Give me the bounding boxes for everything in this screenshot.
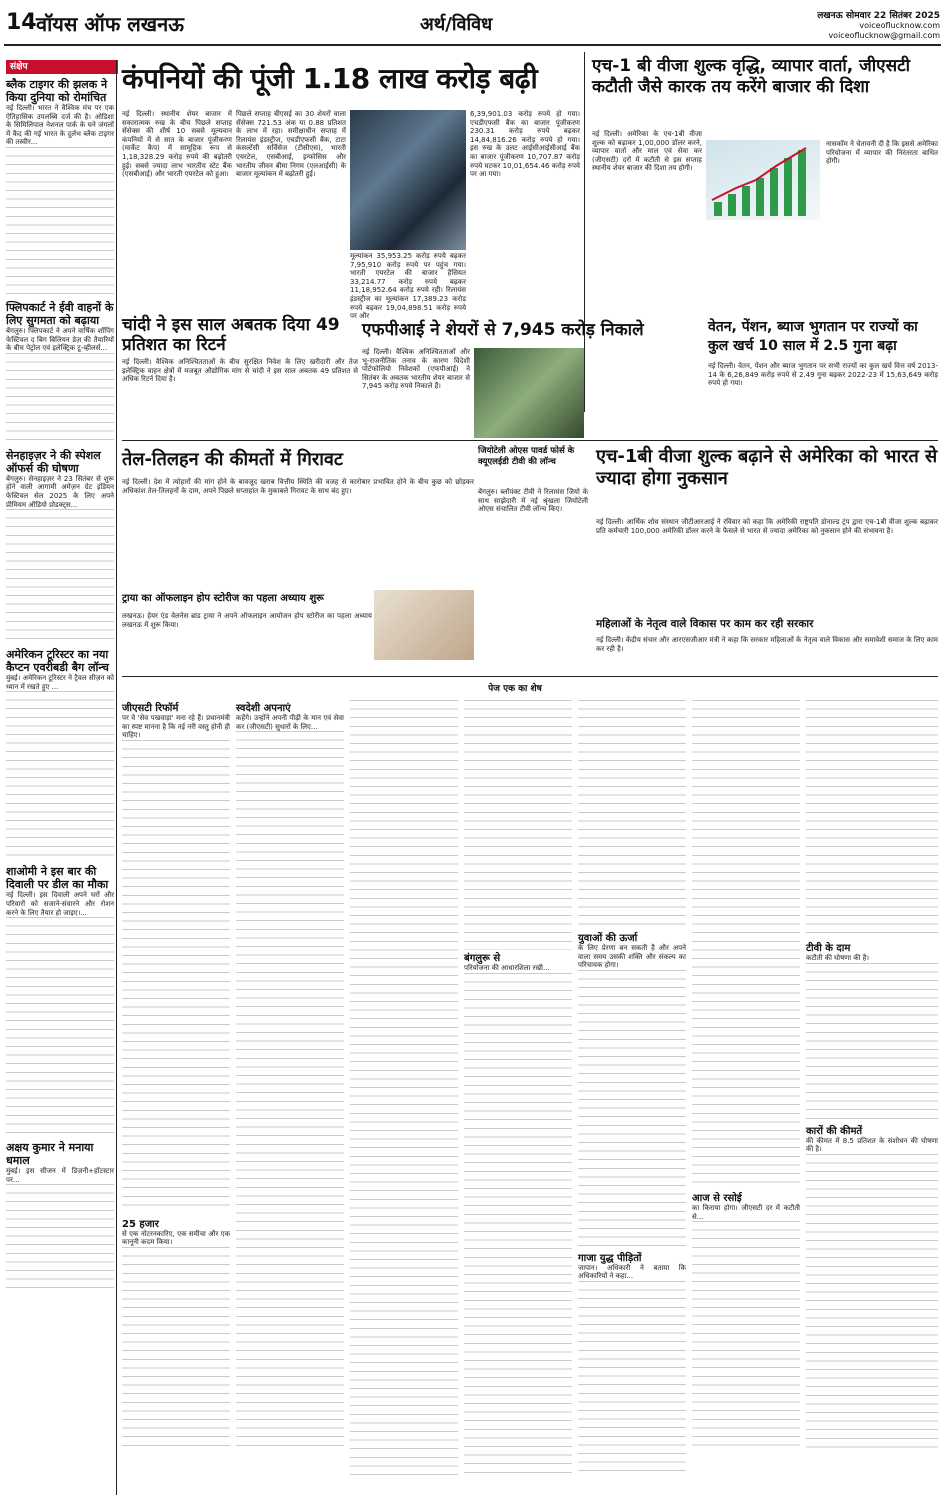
cont-col-7 [806,700,938,1495]
section-title: अर्थ/विविध [420,14,493,35]
h1b-trade-body: नई दिल्ली। अमेरिका के एच-1बी वीजा शुल्क को बढ़ाकर 1,00,000 डॉलर करने, व्यापार वार्ता और माल एवं सेवा कर (जीएसटी) दरों में कटौती से इस सप्ताह स्थानीय शेयर बाजार की दिशा तय होगी। [592,130,702,173]
body-text-lines [806,1154,938,1454]
sidebar-item-body: मुंबई। इस सीजन में डिजनी+हॉटस्टार पर... [6,1167,114,1184]
site-url: voiceoflucknow.com [859,21,940,30]
h1b-loss-headline: एच-1बी वीजा शुल्क बढ़ाने से अमेरिका को भारत से ज्यादा होगा नुकसान [596,446,938,489]
sidebar-item [6,865,114,1137]
continuation-title: बंगलुरू से [464,953,501,964]
continuation-title: आज से रसोई [692,1193,742,1204]
women-body: नई दिल्ली। केंद्रीय संचार और आरएसजीआर मंत्री ने कहा कि सरकार महिलाओं के नेतृत्व वाले विकास और समावेशी समाज के लिए काम कर रही है। [596,636,938,653]
continuation-body: से एक नोटरनकारिए, एक समीचा और एक कानूनी कदम किया। [122,1229,230,1247]
lead-body-col4: 6,39,901.03 करोड़ रुपये हो गया। एचडीएफसी बैंक का बाजार पूंजीकरण 230.31 करोड़ रुपये बढ़कर 14,84,816.26 करोड़ रुपये हो गया। इस रुख के उलट आईसीआईसीआई बैंक का बाजार पूंजीकरण 10,707.87 करोड़ रुपये घटकर 10,01,654.46 करोड़ रुपये पर आ गया। [470,110,580,179]
sidebar-item-body: बेंगलुरु। फ्लिपकार्ट ने अपने वार्षिक शॉपिंग फेस्टिवल द बिग बिलियन डेज़ की तैयारियों के बीच पेट्रोल एवं इलेक्ट्रिक टू-व्हीलर्स... [6,326,114,353]
body-text-lines [122,740,230,1210]
fpi-body-right [588,348,700,438]
cont-col-2 [236,700,344,1495]
lead-photo [350,110,466,250]
sidebar-item [6,1141,114,1294]
continuation-title: टीवी के दाम [806,943,851,954]
continuation-body: का किराया होगा। जीएसटी दर में कटौती से... [692,1204,800,1221]
sidebar-divider [116,60,117,1495]
continuation-title: गाजा युद्ध पीड़ितों [578,1252,642,1264]
h1b-trade-body-right: नासकॉम ने चेतावनी दी है कि इससे अमेरिका परियोजना में व्यापार की निरंतरता बाधित होगी। [826,140,938,166]
currency-photo [474,348,584,438]
paper-name: वॉयस ऑफ लखनऊ [36,12,184,36]
continuation-body: के लिए प्रेरणा बन सकती है और अपने वाला समय उसकी शक्ति और संकल्प का परिचायक होगा। [578,944,686,970]
sidebar-item [6,648,114,861]
continuation-columns [122,700,938,1495]
women-headline: महिलाओं के नेतृत्व वाले विकास पर काम कर रही सरकार [596,618,814,630]
sidebar-item-title: शाओमी ने इस बार की दिवाली पर डील का मौका [6,865,109,892]
continuation-body: की कीमत में 8.5 प्रतिशत के संशोधन की घोषणा की है। [806,1136,938,1154]
body-text-lines [692,700,800,1190]
h1b-loss-body: नई दिल्ली। आर्थिक शोध संस्थान जीटीआरआई ने रविवार को कहा कि अमेरिकी राष्ट्रपति डोनाल्ड ट्रंप द्वारा एच-1बी वीजा शुल्क बढ़ाकर प्रति कर्मचारी 100,000 अमेरिकी डॉलर करने के फैसले से भारत से ज्यादा अमेरिका को नुकसान होने की संभावना है। [596,518,938,535]
email: voiceoflucknow@gmail.com [828,31,940,40]
masthead [0,0,945,46]
body-text-lines [578,1281,686,1471]
body-text-lines [122,1247,230,1447]
states-spend-headline: वेतन, पेंशन, ब्याज भुगतान पर राज्यों का कुल खर्च 10 साल में 2.5 गुना बढ़ा [708,319,918,354]
states-spend-body: नई दिल्ली। वेतन, पेंशन और ब्याज भुगतान पर सभी राज्यों का कुल खर्च वित्त वर्ष 2013-14 के 6,26,849 करोड़ रुपये से 2.49 गुना बढ़कर 2022-23 में 15,63,649 करोड़ रुपये हो गया। [708,362,938,388]
cont-col-6 [692,700,800,1495]
traya-body: लखनऊ। हेयर एंड वेलनेस ब्रांड ट्राया ने अपने ऑफलाइन आयोजन होप स्टोरीज का पहला अध्याय लखनऊ में शुरू किया। [122,612,372,629]
sidebar-item-body: मुंबई। अमेरिकन टूरिस्टर ने ट्रैवल सीज़न को ध्यान में रखते हुए ... [6,674,114,691]
sidebar-item-title: सेनहाइज़र ने की स्पेशल ऑफर्स की घोषणा [6,448,101,475]
body-text-lines [6,509,114,644]
lead-headline: कंपनियों की पूंजी 1.18 लाख करोड़ बढ़ी [122,62,538,95]
lead-body-col3: मूल्यांकन 35,953.25 करोड़ रुपये बढ़कर 7,95,910 करोड़ रुपये पर पहुंच गया। भारती एयरटेल की बाजार हैसियत 33,214.77 करोड़ रुपये बढ़कर 11,18,952.64 करोड़ रुपये रही। रिलायंस इंडस्ट्रीज का मूल्यांकन 17,389.23 करोड़ रुपये बढ़कर 19,04,898.51 करोड़ रुपये पर और [350,252,466,321]
lead-body-col2: पिछले सप्ताह बीएसई का 30 शेयरों वाला सेंसेक्स 721.53 अंक या 0.88 प्रतिशत के लाभ में रहा। समीक्षाधीन सप्ताह में रिलायंस इंडस्ट्रीज, एचडीएफसी बैंक, टाटा कंसल्टेंसी सर्विसेज (टीसीएस), भारती एयरटेल, एसबीआई, इन्फोसिस और भारतीय जीवन बीमा निगम (एलआईसी) के बाजार मूल्यांकन में बढ़ोतरी हुई। [236,110,346,179]
sidebar-label: संक्षेप [6,60,118,74]
oil-body: नई दिल्ली। देश में त्योहारों की मांग होने के बावजूद खराब वित्तीय स्थिति की वजह से कारोबार प्रभावित होने के बीच कुछ को छोड़कर अधिकांश तेल-तिलहनों के दाम, अपने पिछले सप्ताहांत के मुकाबले गिरावट के साथ बंद हुए। [122,478,474,495]
body-text-lines [578,970,686,1250]
body-text-lines [806,963,938,1123]
sidebar-item [6,78,114,297]
sidebar-item-body: नई दिल्ली। भारत ने वैश्विक मंच पर एक ऐतिहासिक उपलब्धि दर्ज की है। ओडिशा के सिमिलिपाल नेशनल पार्क के घने जंगलों में कैद की गई भारत के दुर्लभ ब्लैक टाइगर की तस्वीर... [6,104,114,147]
sidebar-item-title: ब्लैक टाइगर की झलक ने किया दुनिया को रोमांचित [6,78,108,104]
continuation-body: पर वे 'सेव पखवाड़ा' मना रहे हैं। प्रधानमंत्री का स्पष्ट मानना है कि नई नरी वस्तु होनी ही चाहिए। [122,714,230,740]
sidebar-item-body: बेंगलुरु। सेनहाइज़र ने 23 सितंबर से शुरू होने वाली आगामी अमेज़न ग्रेट इंडियन फेस्टिवल सेल 2025 के लिए अपने प्रीमियम ऑडियो प्रोडक्ट्स... [6,474,114,509]
sidebar-item [6,301,114,445]
continuation-title: जीएसटी रिफॉर्म [122,703,179,714]
continuation-body: कहेंगे। उन्होंने अपनी पीढ़ी के मान एवं सेवा कर (जीएसटी) सुधारों के लिए... [236,714,344,731]
continuation-body: जापान। अधिकारी ने बताया कि अधिकारियों ने कहा... [578,1263,686,1281]
page-number: 14 [6,10,37,35]
body-text-lines [6,917,114,1137]
jio-headline: जियोटेली ओएस पावर्ड फोर्स के क्यूएलईडी टीवी की लॉन्च [478,446,575,467]
continuation-section-label: पेज एक का शेष [460,682,570,696]
fpi-headline: एफपीआई ने शेयरों से 7,945 करोड़ निकाले [362,320,644,340]
dateline: लखनऊ सोमवार 22 सितंबर 2025 [817,11,940,21]
stock-exchange-photo [350,110,466,250]
horizontal-rule [122,676,938,677]
cont-col-1 [122,700,230,1495]
body-text-lines [806,700,938,940]
growth-chart-icon [706,140,820,220]
sidebar-item-body: नई दिल्ली। इस दिवाली अपने घरों और परिवारों को सजाने-संवारने और रोशन करने के लिए तैयार हो जाइए।... [6,891,114,917]
body-text-lines [350,700,458,1480]
continuation-title: युवाओं की ऊर्जा [578,933,638,944]
cont-col-5 [578,700,686,1495]
body-text-lines [6,353,114,445]
sidebar-item-title: फ्लिपकार्ट ने ईवी वाहनों के लिए सुगमता को बढ़ाया [6,300,114,327]
sidebar-item-title: अक्षय कुमार ने मनाया धमाल [6,1141,94,1168]
silver-headline: चांदी ने इस साल अबतक दिया 49 प्रतिशत का रिटर्न [122,315,340,355]
cont-col-3 [350,700,458,1495]
sidebar-item-title: अमेरिकन टूरिस्टर का नया कैप्टन एवरीबडी बैग लॉन्च [6,648,109,675]
traya-headline: ट्राया का ऑफलाइन होप स्टोरीज का पहला अध्याय शुरू [122,593,324,604]
body-text-lines [6,691,114,861]
body-text-lines [692,1221,800,1451]
horizontal-rule [122,440,938,441]
body-text-lines [6,1184,114,1294]
h1b-trade-headline: एच-1 बी वीजा शुल्क वृद्धि, व्यापार वार्ता, जीएसटी कटौती जैसे कारक तय करेंगे बाजार की दिशा [592,56,911,97]
continuation-body: परियोजना की आधारशिला रखी... [464,964,550,972]
cont-col-4 [464,700,572,1495]
column-rule [584,52,585,412]
sidebar-item [6,449,114,644]
body-text-lines [578,700,686,930]
continuation-title: कारों की कीमतें [806,1125,863,1137]
body-text-lines [6,147,114,297]
traya-photo [374,590,474,660]
masthead-rule [4,44,941,46]
body-text-lines [464,973,572,1473]
fpi-body: नई दिल्ली। वैश्विक अनिश्चितताओं और भू-राजनीतिक तनाव के कारण विदेशी पोर्टफोलियो निवेशकों (एफपीआई) ने सितंबर के अबतक भारतीय शेयर बाजार से 7,945 करोड़ रुपये निकाले हैं। [362,348,470,391]
silver-body: नई दिल्ली। वैश्विक अनिश्चितताओं के बीच सुरक्षित निवेश के लिए खरीदारी और तेज इलेक्ट्रिक वाहन क्षेत्रों में मजबूत औद्योगिक मांग से चांदी ने इस साल अबतक 49 प्रतिशत से अधिक रिटर्न दिया है। [122,358,358,384]
body-text-lines [464,700,572,950]
body-text-lines [236,731,344,1451]
oil-headline: तेल-तिलहन की कीमतों में गिरावट [122,449,343,470]
continuation-body: कटौती की घोषणा की है। [806,954,870,962]
continuation-title: स्वदेशी अपनाएं [236,703,291,714]
lead-body-col1: नई दिल्ली। स्थानीय शेयर बाजार में सकारात्मक रुख के बीच पिछले सप्ताह सेंसेक्स की शीर्ष 10 सबसे मूल्यवान कंपनियों में से सात के बाजार पूंजीकरण (मार्केट कैप) में सामूहिक रूप से 1,18,328.29 करोड़ रुपये की बढ़ोतरी हुई। सबसे ज्यादा लाभ भारतीय स्टेट बैंक (एसबीआई) और भारती एयरटेल को हुआ। [122,110,232,179]
market-chart-photo [706,140,820,220]
jio-body: बेंगलुरु। ब्लॉपंक्ट टीवी ने रिलायंस जियो के साथ साझेदारी में नई श्रृंखला जियोटेली ओएस संचालित टीवी लॉन्च किए। [478,488,588,514]
sidebar-column [6,78,114,1498]
continuation-title: 25 हजार [122,1218,159,1230]
